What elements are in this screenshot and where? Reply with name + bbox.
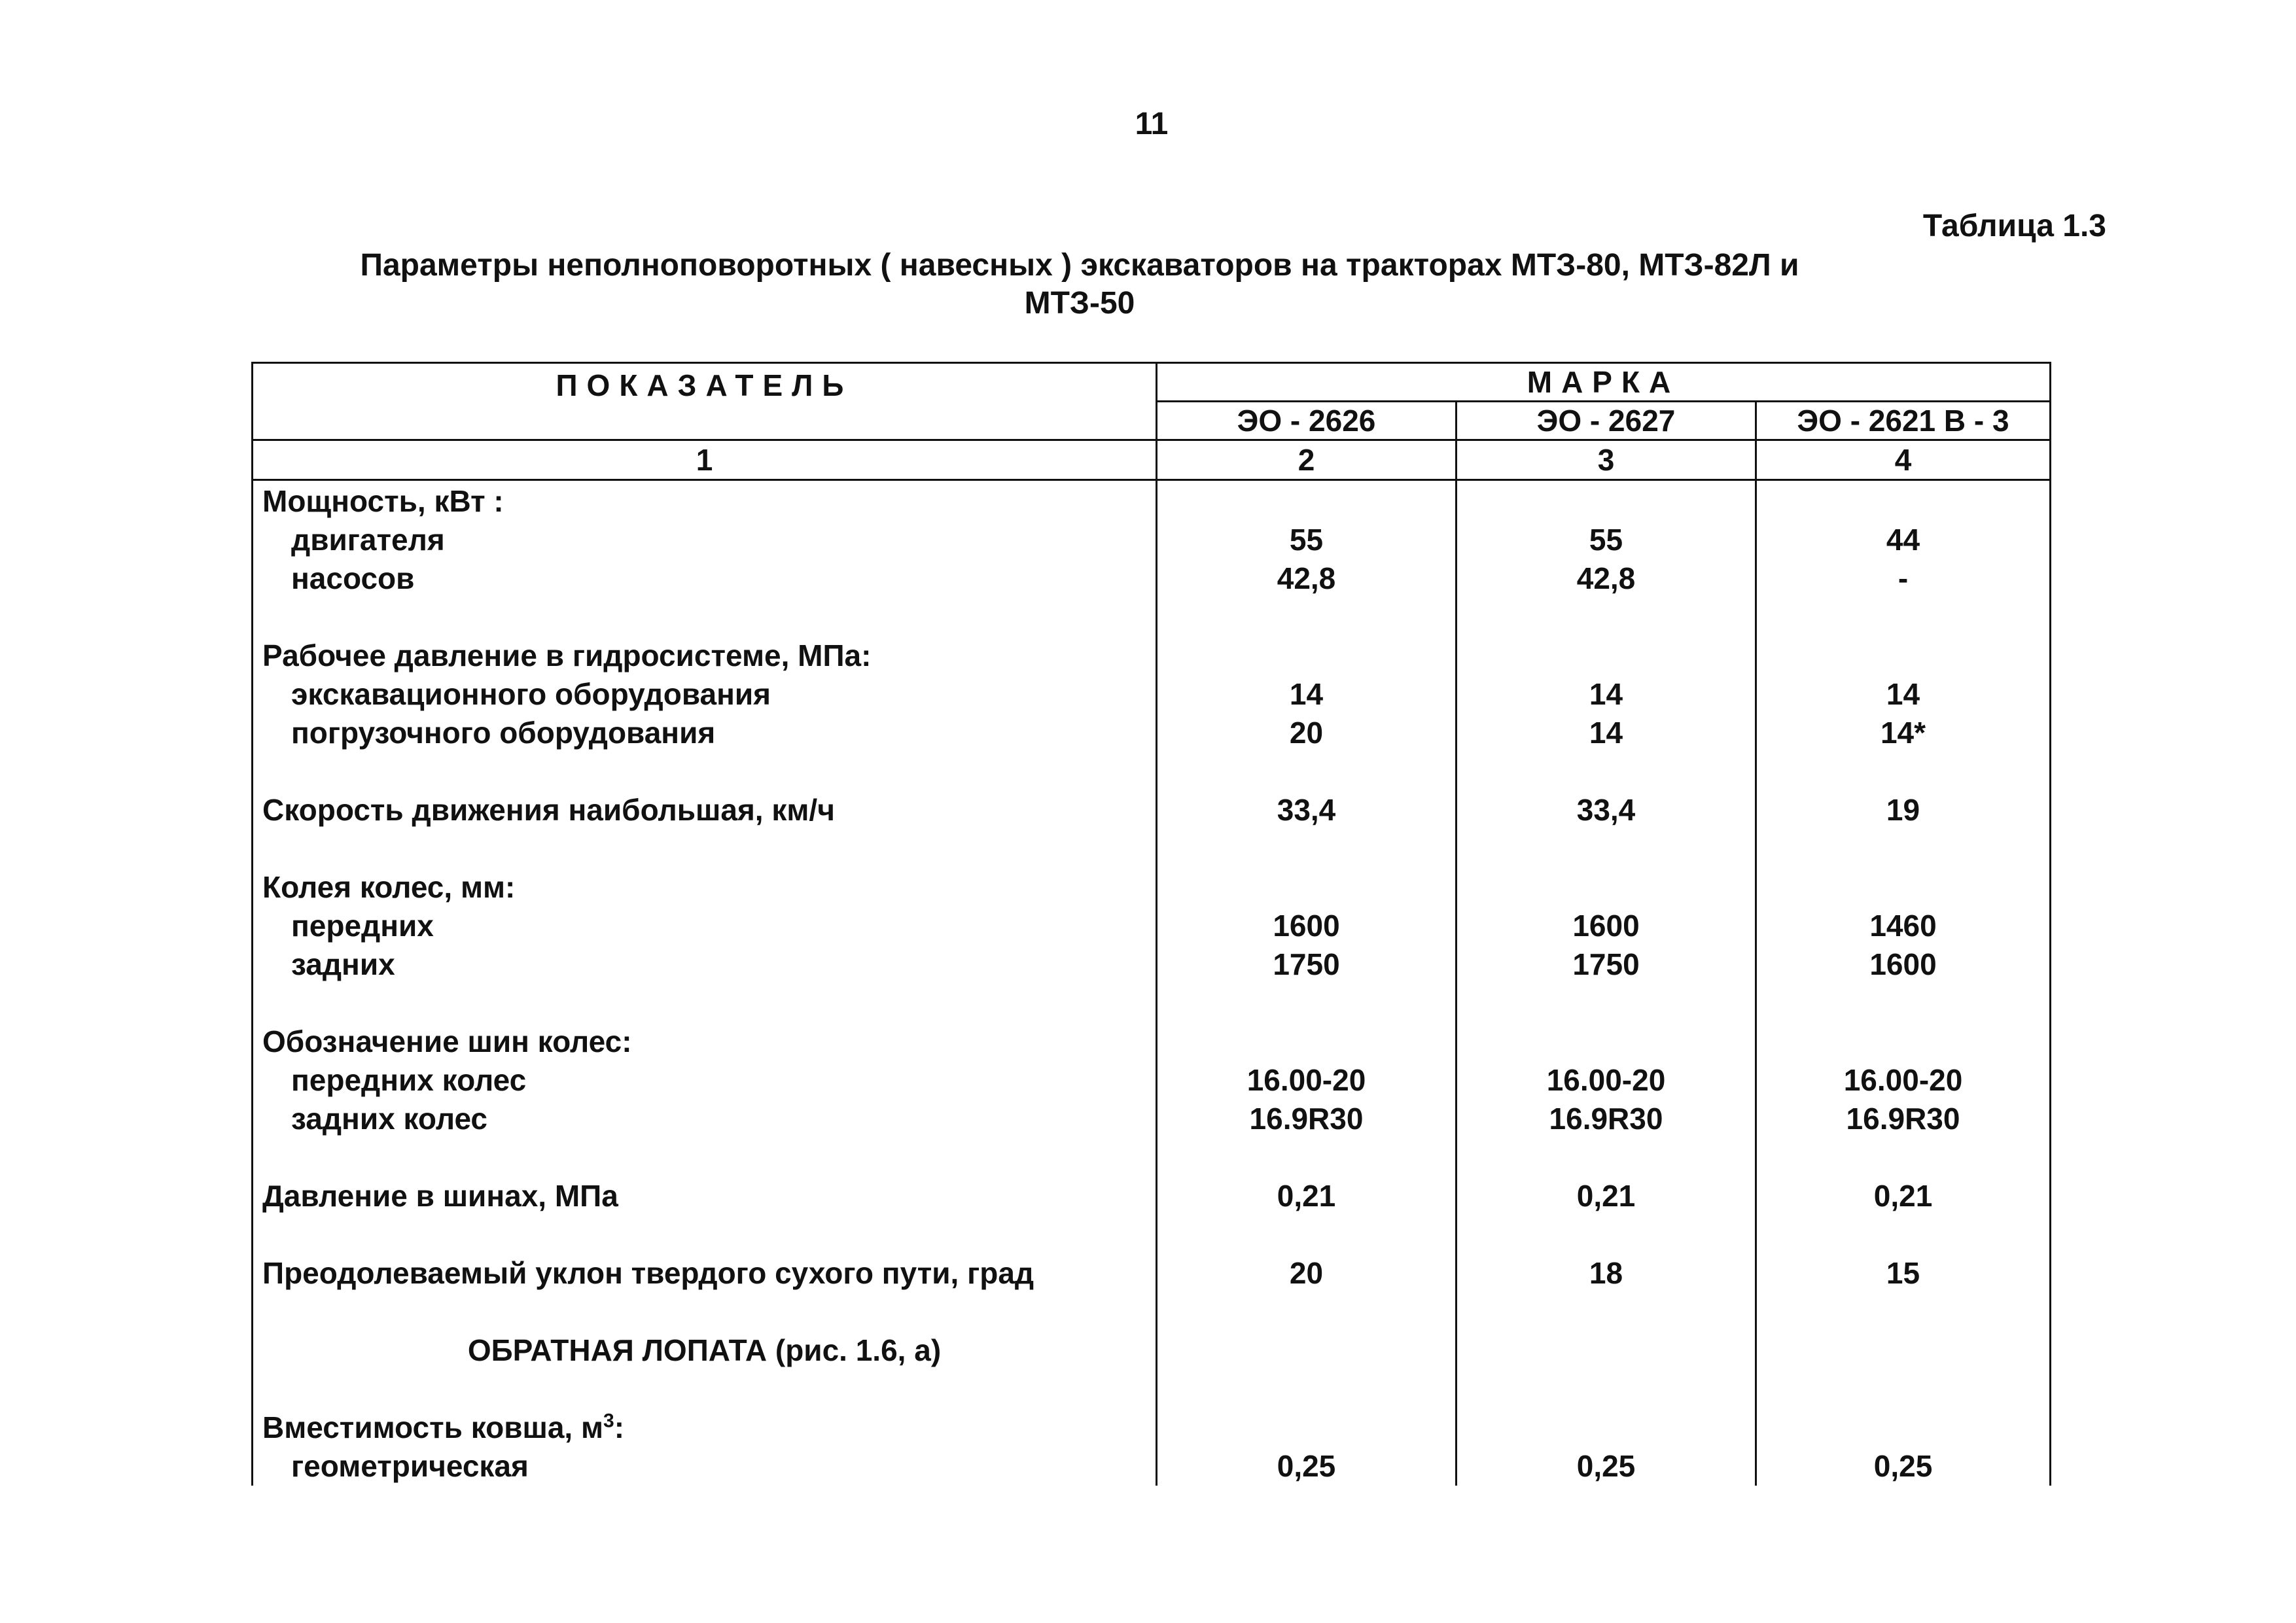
power-pumps-value: 42,8 [1457, 559, 1756, 598]
table-header [253, 363, 2051, 480]
table-row [253, 637, 2051, 675]
table-row [253, 907, 2051, 945]
column-number-1: 1 [253, 440, 1157, 480]
bucket-geom-label: геометрическая [253, 1447, 1157, 1486]
track-front-value: 1460 [1756, 907, 2051, 945]
speed-value: 33,4 [1457, 791, 1756, 829]
page-number: 11 [1135, 107, 1169, 141]
table-row [253, 675, 2051, 714]
pressure-title: Рабочее давление в гидросистеме, МПа: [253, 637, 1157, 675]
power-engine-value: 55 [1157, 521, 1457, 559]
bucket-title-colon: : [614, 1410, 625, 1444]
tires-rear-label: задних колес [253, 1100, 1157, 1138]
pressure-load-value: 14* [1756, 714, 2051, 752]
header-model-2: ЭО - 2627 [1457, 402, 1756, 440]
track-rear-value: 1750 [1457, 945, 1756, 984]
table-row [253, 521, 2051, 559]
power-engine-value: 55 [1457, 521, 1756, 559]
pressure-excav-value: 14 [1457, 675, 1756, 714]
table-row [253, 1022, 2051, 1061]
table-row [253, 1100, 2051, 1138]
table-row [253, 791, 2051, 829]
bucket-geom-value: 0,25 [1457, 1447, 1756, 1486]
column-number-4: 4 [1756, 440, 2051, 480]
power-engine-label: двигателя [253, 521, 1157, 559]
slope-label: Преодолеваемый уклон твердого сухого пути, град [253, 1254, 1157, 1293]
track-front-value: 1600 [1157, 907, 1457, 945]
tires-rear-value: 16.9R30 [1157, 1100, 1457, 1138]
track-front-value: 1600 [1457, 907, 1756, 945]
header-model-3: ЭО - 2621 В - 3 [1756, 402, 2051, 440]
tires-rear-value: 16.9R30 [1756, 1100, 2051, 1138]
table-row [253, 868, 2051, 907]
tire-pressure-label: Давление в шинах, МПа [253, 1177, 1157, 1215]
caption-line-2: МТЗ-50 [1024, 286, 1135, 321]
speed-label: Скорость движения наибольшая, км/ч [253, 791, 1157, 829]
bucket-title-text: Вместимость ковша, м [262, 1410, 604, 1444]
track-title: Колея колес, мм: [253, 868, 1157, 907]
power-pumps-value: - [1756, 559, 2051, 598]
bucket-geom-value: 0,25 [1756, 1447, 2051, 1486]
column-number-3: 3 [1457, 440, 1756, 480]
header-model-1: ЭО - 2626 [1157, 402, 1457, 440]
tires-front-value: 16.00-20 [1756, 1061, 2051, 1100]
speed-value: 19 [1756, 791, 2051, 829]
power-title: Мощность, кВт : [253, 480, 1157, 521]
table-row [253, 559, 2051, 598]
pressure-excav-value: 14 [1157, 675, 1457, 714]
pressure-excav-label: экскавационного оборудования [253, 675, 1157, 714]
table-row [253, 1447, 2051, 1486]
track-front-label: передних [253, 907, 1157, 945]
power-pumps-value: 42,8 [1157, 559, 1457, 598]
table-row [253, 945, 2051, 984]
table-row [253, 1254, 2051, 1293]
header-indicator [253, 363, 1157, 440]
table-row [253, 1177, 2051, 1215]
bucket-geom-value: 0,25 [1157, 1447, 1457, 1486]
table-row [253, 1408, 2051, 1447]
power-pumps-label: насосов [253, 559, 1157, 598]
bucket-title [253, 1408, 1157, 1447]
tires-front-value: 16.00-20 [1457, 1061, 1756, 1100]
track-rear-value: 1750 [1157, 945, 1457, 984]
tires-rear-value: 16.9R30 [1457, 1100, 1756, 1138]
slope-value: 18 [1457, 1254, 1756, 1293]
column-number-2: 2 [1157, 440, 1457, 480]
bucket-title-superscript: 3 [603, 1410, 614, 1432]
table-body [253, 480, 2051, 1486]
tire-pressure-value: 0,21 [1157, 1177, 1457, 1215]
caption-line-1: Параметры неполноповоротных ( навесных ) экскаваторов на тракторах МТЗ-80, МТЗ-82Л и [360, 248, 1799, 283]
speed-value: 33,4 [1157, 791, 1457, 829]
tire-pressure-value: 0,21 [1457, 1177, 1756, 1215]
table-row [253, 1331, 2051, 1370]
tires-front-value: 16.00-20 [1157, 1061, 1457, 1100]
header-brand [1157, 363, 2051, 402]
pressure-excav-value: 14 [1756, 675, 2051, 714]
header-indicator-text: ПОКАЗАТЕЛЬ [556, 368, 853, 402]
section-backhoe-heading: ОБРАТНАЯ ЛОПАТА (рис. 1.6, а) [253, 1331, 1157, 1370]
table-row [253, 1061, 2051, 1100]
tires-front-label: передних колес [253, 1061, 1157, 1100]
table-label: Таблица 1.3 [1922, 209, 2106, 243]
pressure-load-label: погрузочного оборудования [253, 714, 1157, 752]
pressure-load-value: 14 [1457, 714, 1756, 752]
power-engine-value: 44 [1756, 521, 2051, 559]
slope-value: 15 [1756, 1254, 2051, 1293]
table-row [253, 714, 2051, 752]
table-caption [327, 247, 1832, 323]
slope-value: 20 [1157, 1254, 1457, 1293]
track-rear-value: 1600 [1756, 945, 2051, 984]
tires-title: Обозначение шин колес: [253, 1022, 1157, 1061]
track-rear-label: задних [253, 945, 1157, 984]
pressure-load-value: 20 [1157, 714, 1457, 752]
tire-pressure-value: 0,21 [1756, 1177, 2051, 1215]
parameters-table [251, 362, 2051, 1486]
table-row [253, 480, 2051, 521]
header-brand-text: МАРКА [1527, 365, 1680, 399]
